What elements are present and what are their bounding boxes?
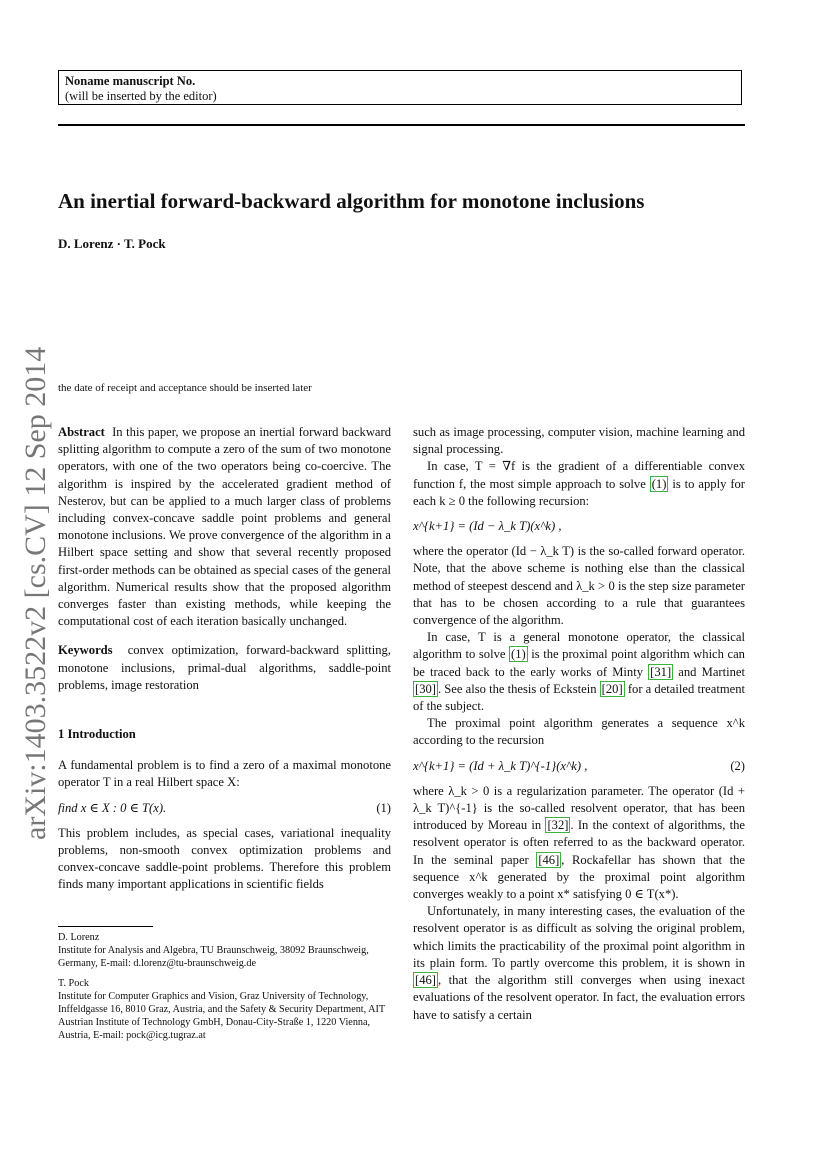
equation-1-body: find x ∈ X : 0 ∈ T(x). [58,800,167,815]
keywords [58,642,391,694]
text-span: where λ_k > 0 is a regularization parameter. The operator (Id + λ_k T)^{-1} is the so-called resolvent operator, that has been introduced by Moreau in [413,783,745,833]
arxiv-identifier: arXiv:1403.3522v2 [cs.CV] 12 Sep 2014 [19,346,52,840]
keywords-label: Keywords [58,643,113,658]
keywords-text: convex optimization, forward-backward splitting, monotone inclusions, primal-dual algorithms, saddle-point problems, image restoration [58,643,391,692]
equation-2-number: (2) [730,758,745,773]
citation-link[interactable]: [20] [601,681,623,696]
equation-ref-link[interactable]: (1) [511,647,526,662]
left-column [58,424,391,894]
right-paragraph-1: such as image processing, computer vision, machine learning and signal processing. [413,425,745,457]
citation-link[interactable]: [30] [415,681,436,696]
abstract-label: Abstract [58,425,105,439]
citation-link[interactable]: [31] [650,664,672,679]
author-1-affiliation: Institute for Analysis and Algebra, TU Braunschweig, 38092 Braunschweig, Germany, E-mail: d.lorenz@tu-braunschweig.de [58,945,369,969]
equation-ref-link[interactable]: (1) [651,476,667,491]
text-span: , that the algorithm still converges when using inexact evaluations of the resolvent operator. In fact, the evaluation errors have to satisfy a certain [413,973,745,1022]
header-rule [58,124,745,126]
text-span: is to apply for each k ≥ 0 the following recursion: [413,476,746,508]
text-span: is the proximal point algorithm which can be traced back to the early works of Minty [413,647,745,679]
author-2-affiliation: Institute for Computer Graphics and Vision, Graz University of Technology, Inffeldgasse 16, 8010 Graz, Austria, and the Safety & Security Department, AIT Austrian Institute of Technology GmbH, Donau-City-Straße 1, 1220 Vienna, Austria, E-mail: pock@icg.tugraz.at [58,991,385,1041]
forward-equation-body: x^{k+1} = (Id − λ_k T)(x^k) , [413,519,562,534]
intro-paragraph-2: This problem includes, as special cases, variational inequality problems, non-smooth convex optimization problems and convex-concave saddle-point problems. Therefore this problem finds many important applications in scientific fields [58,825,391,892]
right-column [413,424,745,1024]
section-heading: 1 Introduction [58,727,136,742]
equation-1 [58,800,391,817]
paper-title: An inertial forward-backward algorithm for monotone inclusions [58,189,645,213]
equation-1-number: (1) [376,800,391,815]
right-paragraph-6 [413,783,745,903]
editor-header-box [58,70,742,105]
right-paragraph-4 [413,629,745,715]
intro-paragraph-1: A fundamental problem is to find a zero of a maximal monotone operator T in a real Hilbert space X: [58,758,391,790]
text-span: for a detailed treatment of the subject. [413,681,745,714]
right-paragraph-5: The proximal point algorithm generates a sequence x^k according to the recursion [413,716,745,748]
right-paragraph-7 [413,903,745,1023]
editor-note: (will be inserted by the editor) [65,89,217,103]
equation-2-body: x^{k+1} = (Id + λ_k T)^{-1}(x^k) , [413,758,588,773]
author-2-name: T. Pock [58,978,89,989]
author-1-name: D. Lorenz [58,932,100,943]
text-span: Unfortunately, in many interesting cases, the evaluation of the resolvent operator is as difficult as solving the original problem, which limits the practicability of the proximal point algorithm in its plain form. To partly overcome this problem, it is shown in [413,904,745,970]
equation-2 [413,758,745,775]
citation-link[interactable]: [46] [415,973,436,988]
footnotes [58,926,391,1046]
text-span: In case, T is a general monotone operator, the classical algorithm to solve [413,630,745,662]
receipt-note: the date of receipt and acceptance should be inserted later [58,382,312,394]
authors: D. Lorenz · T. Pock [58,236,166,251]
abstract [58,424,391,630]
text-span: , Rockafellar has shown that the sequence x^k generated by the proximal point algorithm converges weakly to a point x* satisfying 0 ∈ T(x*). [413,852,745,902]
citation-link[interactable]: [32] [547,818,569,833]
text-span: . See also the thesis of Eckstein [437,681,597,696]
text-span: . In the context of algorithms, the resolvent operator is often referred to as the backward operator. In the seminal paper [413,818,745,867]
forward-equation [413,518,745,535]
text-span: In case, T = ∇f is the gradient of a differentiable convex function f, the most simple approach to solve [413,459,745,491]
footnote-rule [58,926,153,927]
manuscript-number: Noname manuscript No. [65,74,196,88]
text-span: and Martinet [678,664,745,679]
citation-link[interactable]: [46] [538,852,560,867]
abstract-text: In this paper, we propose an inertial forward backward splitting algorithm to compute a zero of the sum of two monotone operators, with one of the two operators being co-coercive. The algorithm is inspired by the accelerated gradient method of Nesterov, but can be applied to a much larger class of problems including convex-concave saddle point problems and general monotone inclusions. We prove convergence of the algorithm in a Hilbert space setting and show that several recently proposed first-order methods can be obtained as special cases of the general algorithm. Numerical results show that the proposed algorithm converges faster than existing methods, while keeping the computational cost of each iteration basically unchanged. [58,425,392,629]
right-paragraph-2 [413,458,745,510]
right-paragraph-3: where the operator (Id − λ_k T) is the so-called forward operator. Note, that the above scheme is nothing else than the classical method of steepest descend and λ_k > 0 is the step size parameter that has to be chosen according to a rule that guarantees convergence of the algorithm. [413,544,745,628]
